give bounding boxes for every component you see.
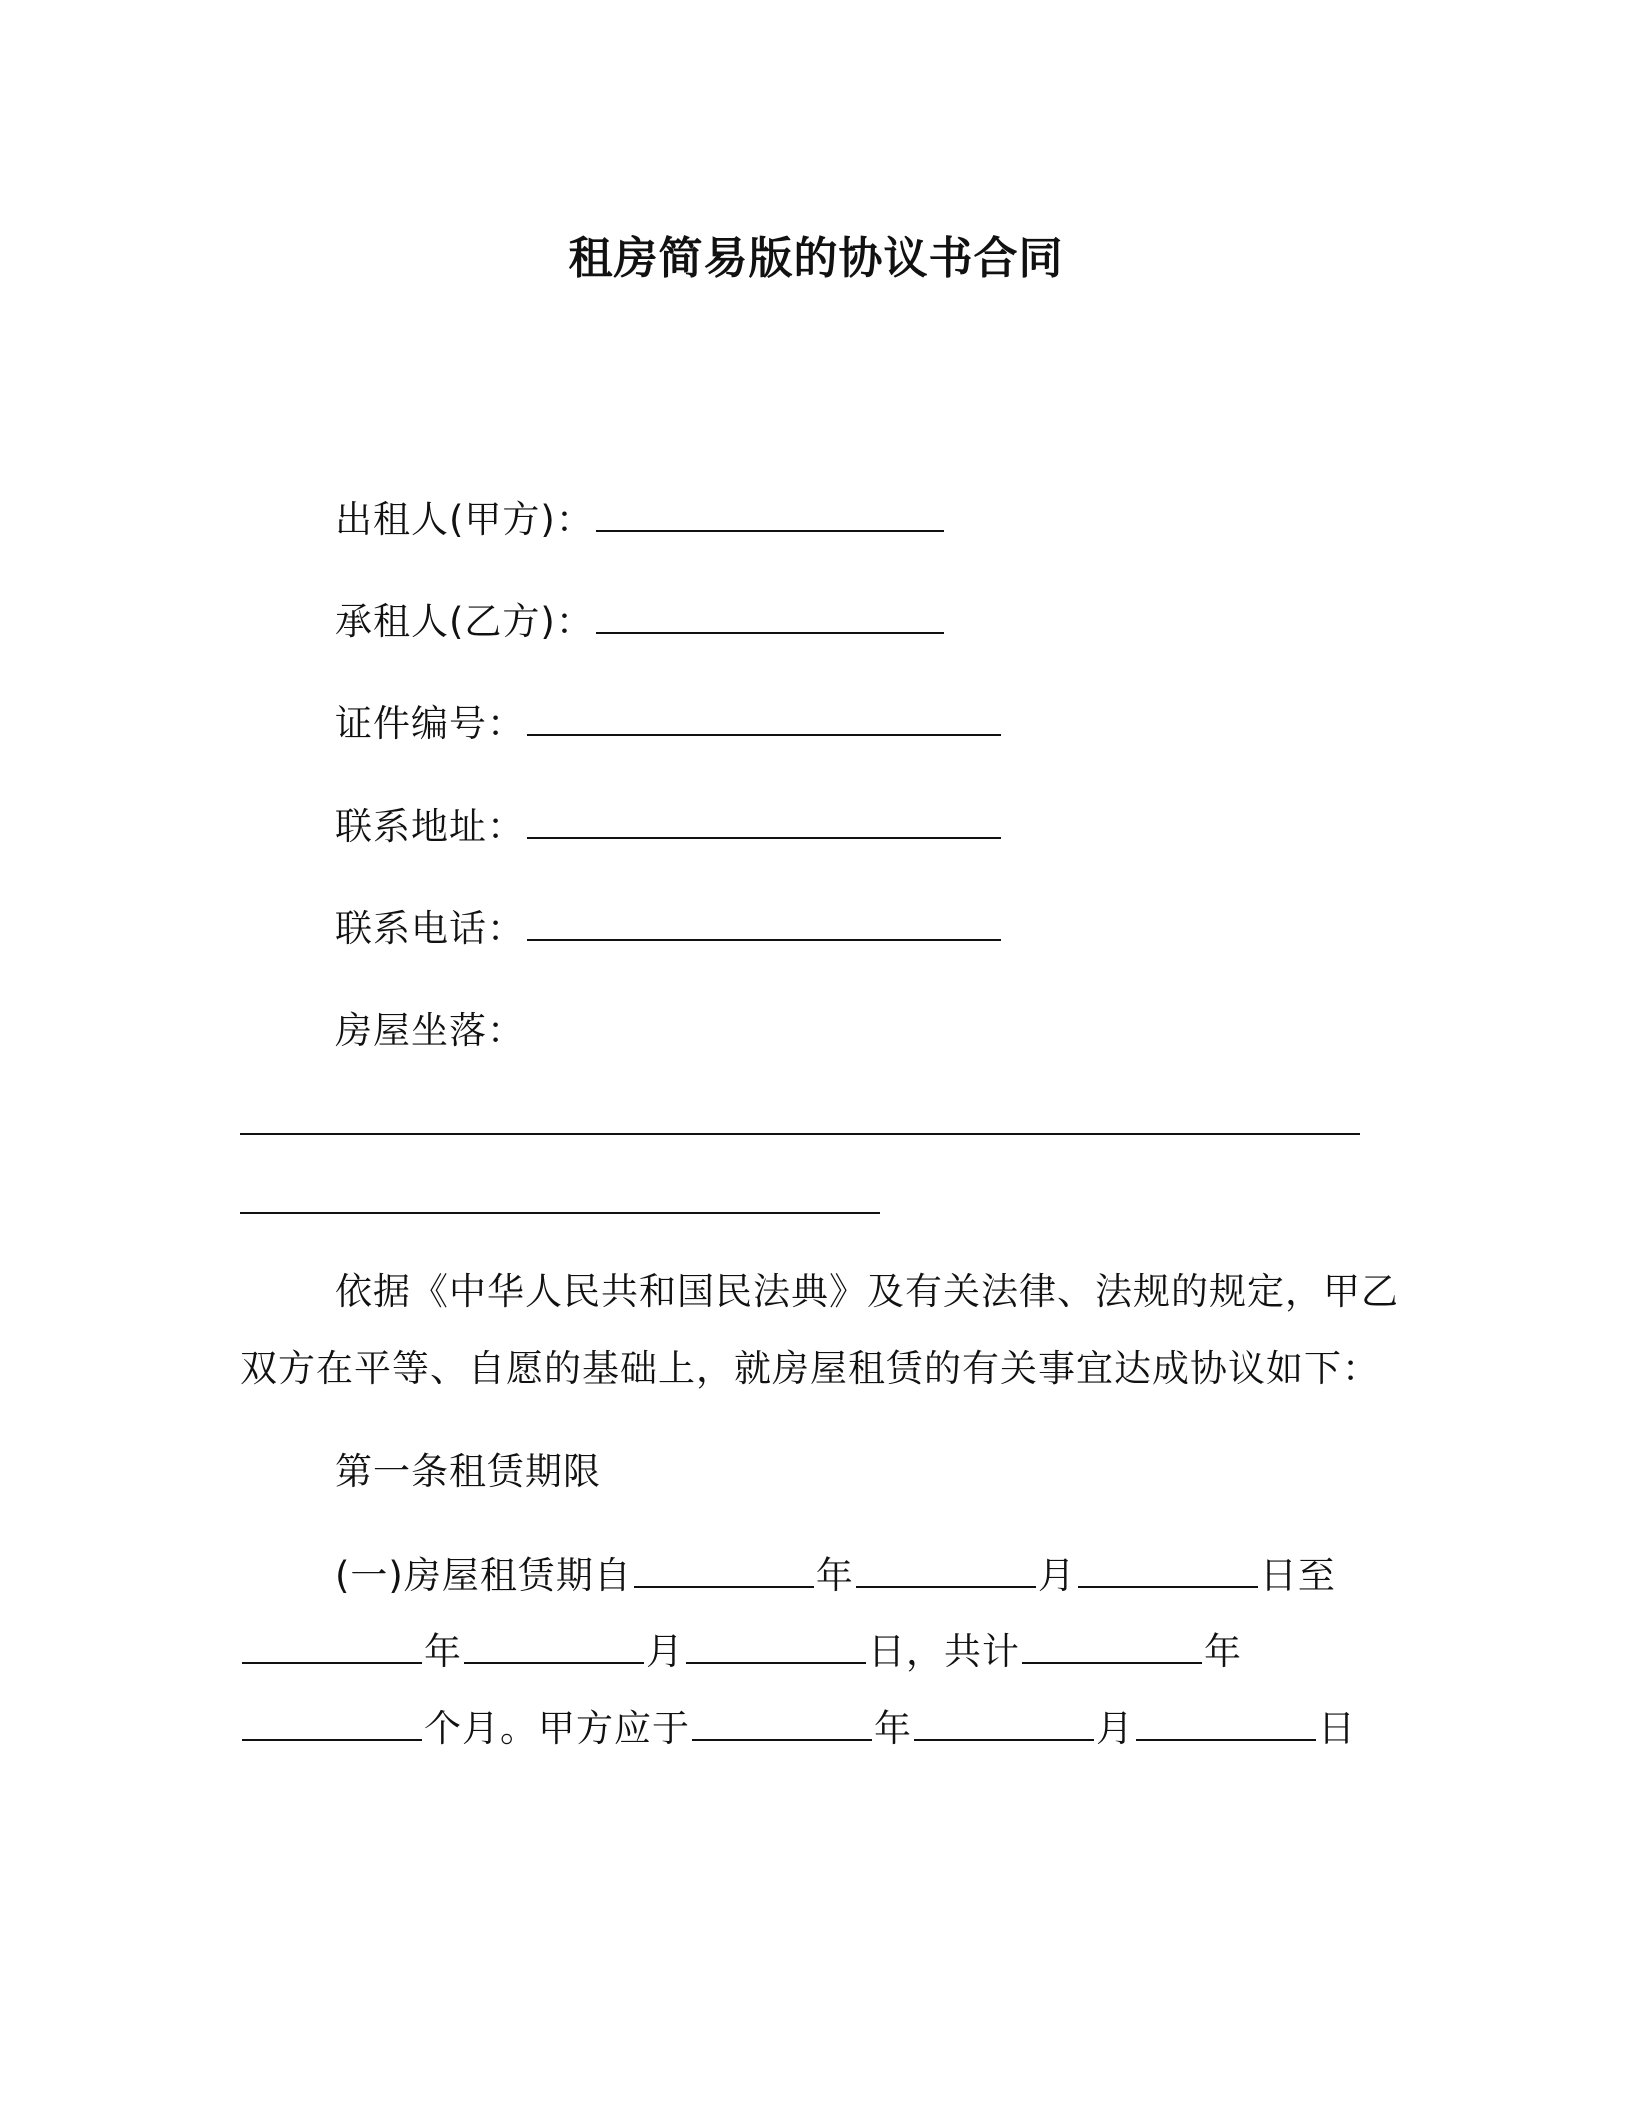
lessor-label: 出租人(甲方)：: [335, 498, 594, 541]
lessee-label: 承租人(乙方)：: [335, 600, 594, 643]
start-day-blank[interactable]: [1078, 1556, 1258, 1588]
year-label: 年: [815, 1554, 854, 1597]
lessee-blank[interactable]: [596, 602, 944, 634]
lessor-blank[interactable]: [596, 500, 944, 532]
handover-month-blank[interactable]: [914, 1709, 1094, 1741]
phone-field: [335, 905, 1003, 953]
end-month-blank[interactable]: [464, 1632, 644, 1664]
article-1-line-3: [240, 1705, 1356, 1753]
lessor-field: [335, 496, 946, 544]
month-label: 月: [1096, 1707, 1134, 1750]
year-label: 年: [1204, 1630, 1242, 1673]
location-blank-line-2[interactable]: [240, 1212, 880, 1214]
month-label: 月: [646, 1630, 684, 1673]
months-then-label: 个月。甲方应于: [424, 1707, 690, 1750]
handover-year-blank[interactable]: [692, 1709, 872, 1741]
id-number-blank[interactable]: [527, 704, 1001, 736]
total-years-blank[interactable]: [1022, 1632, 1202, 1664]
total-months-blank[interactable]: [242, 1709, 422, 1741]
start-year-blank[interactable]: [634, 1556, 814, 1588]
end-year-blank[interactable]: [242, 1632, 422, 1664]
end-day-blank[interactable]: [686, 1632, 866, 1664]
article-1-heading: 第一条租赁期限: [335, 1450, 601, 1493]
address-blank[interactable]: [527, 807, 1001, 839]
id-number-field: [335, 700, 1003, 748]
intro-line-1: 依据《中华人民共和国民法典》及有关法律、法规的规定，甲乙: [335, 1270, 1399, 1313]
lease-period-lead: (一)房屋租赁期自: [335, 1554, 632, 1597]
location-blank-line-1[interactable]: [240, 1133, 1360, 1135]
document-title: 租房简易版的协议书合同: [568, 233, 1064, 284]
year-label: 年: [874, 1707, 912, 1750]
phone-blank[interactable]: [527, 909, 1001, 941]
day-label: 日: [1318, 1707, 1356, 1750]
year-label: 年: [424, 1630, 462, 1673]
location-field: [335, 1007, 525, 1055]
location-label: 房屋坐落：: [335, 1009, 525, 1052]
article-1-line-2: [240, 1628, 1242, 1676]
lessee-field: [335, 598, 946, 646]
handover-day-blank[interactable]: [1136, 1709, 1316, 1741]
start-month-blank[interactable]: [856, 1556, 1036, 1588]
day-total-label: 日，共计: [868, 1630, 1020, 1673]
day-to-label: 日至: [1259, 1554, 1336, 1597]
phone-label: 联系电话：: [335, 907, 525, 950]
address-field: [335, 803, 1003, 851]
id-number-label: 证件编号：: [335, 702, 525, 745]
intro-line-2: 双方在平等、自愿的基础上，就房屋租赁的有关事宜达成协议如下：: [240, 1347, 1380, 1390]
address-label: 联系地址：: [335, 805, 525, 848]
article-1-line-1: [335, 1552, 1336, 1600]
month-label: 月: [1037, 1554, 1076, 1597]
